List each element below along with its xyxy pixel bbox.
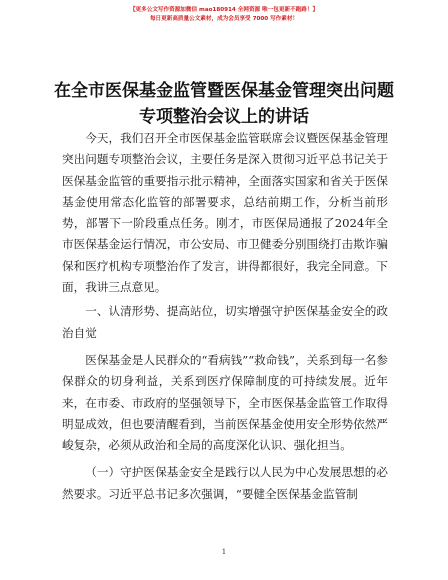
section-heading-1: 一、认清形势、提高站位，切实增强守护医保基金安全的政治自觉 [62, 304, 388, 340]
paragraph-section-1: 医保基金是人民群众的“看病钱”“救命钱”，关系到每一名参保群众的切身利益，关系到医疗保障制度的可持续发展。近年来，在市委、市政府的坚强领导下，全市医保基金监管工作取得明显成效，但也要清醒看到，当前医保基金使用安全形势依然严峻复杂，必须从政治和全局的高度深化认识、强化担当。 [62, 352, 388, 453]
banner-line-1: 【更多公文写作资源加微信 mao180914 全网资源 唯一包更新不跑路！】 [129, 7, 319, 13]
header-banner [0, 6, 448, 24]
paragraph-subsection-1: （一）守护医保基金安全是践行以人民为中心发展思想的必然要求。习近平总书记多次强调，“要健全医保基金监管制 [62, 465, 388, 501]
page-number: 1 [221, 548, 227, 556]
paragraph-intro: 今天，我们召开全市医保基金监管联席会议暨医保基金管理突出问题专项整治会议，主要任务是深入贯彻习近平总书记关于医保基金监管的重要指示批示精神，全面落实国家和省关于医保基金使用常态化监管的部署要求，总结前期工作，分析当前形势，部署下一阶段重点任务。刚才，市医保局通报了2024年全市医保基金运行情况，市公安局、市卫健委分别围绕打击欺诈骗保和医疗机构专项整治作了发言，讲得都很好，我完全同意。下面，我讲三点意见。 [62, 131, 388, 295]
document-body [62, 128, 388, 505]
document-title: 在全市医保基金监管暨医保基金管理突出问题专项整治会议上的讲话 [54, 81, 394, 127]
banner-line-2: 每日更新高质量公文素材，成为会员享受 7000 写作素材！ [149, 16, 299, 22]
